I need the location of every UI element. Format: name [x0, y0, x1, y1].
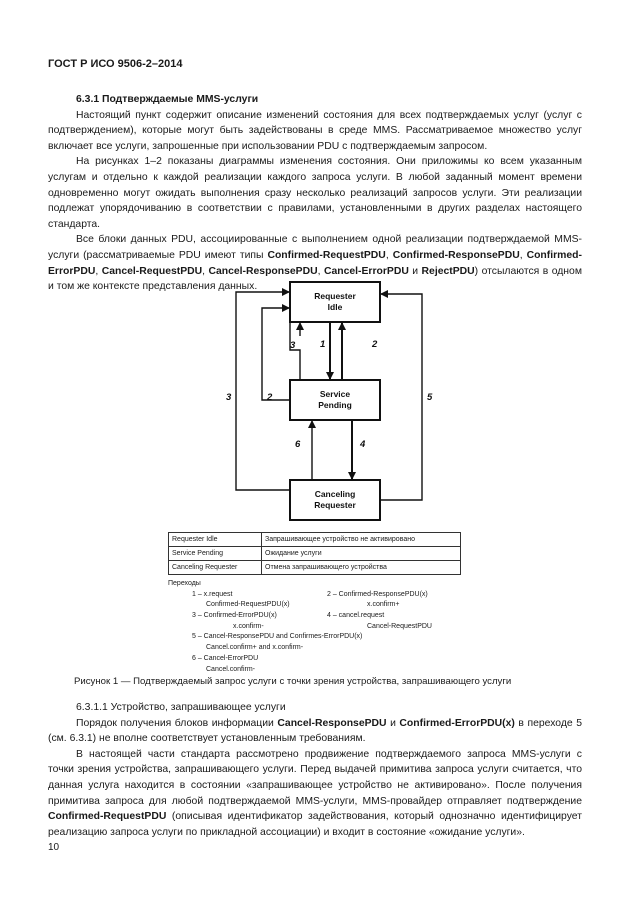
transition-6-event: 6 – Cancel-ErrorPDU [192, 654, 259, 662]
legend-value: Запрашивающее устройство не активировано [262, 533, 461, 547]
transition-6-action: Cancel.confirm- [206, 665, 256, 673]
state-label-idle-2: Idle [327, 302, 343, 312]
subsection-paragraph-2: В настоящей части стандарта рассмотрено продвижение подтверждаемого запроса MMS-услуги с точки зрения устройства, запрашивающего услуги. Перед выдачей примитива запроса услуги считается, что данная услуга находится в состоянии «запрашивающее устройство не активировано». После получения примитива запроса для любой подтверждаемой MMS-услуги, MMS-провайдер отправляет подтверждение Confirmed-RequestPDU (описывая идентификатор задействования, который однозначно идентифицирует реализацию запроса услуги по прикладной ассоциации) и входит в состояние «ожидание услуги». [48, 748, 582, 838]
paragraph-3: Все блоки данных PDU, ассоциированные с выполнением одной реализации подтверждаемой MMS-услуги (рассматриваемые PDU имеют типы Confirmed-RequestPDU, Confirmed-ResponsePDU, Confirmed-ErrorPDU, Cancel-RequestPDU, Cancel-ResponsePDU, Cancel-ErrorPDU и RejectPDU) отсылаются в одном и том же контексте представления данных. [48, 234, 582, 293]
arrow-label-4: 4 [360, 439, 366, 450]
arrow-5 [380, 294, 422, 500]
transition-3-event: 3 – Confirmed-ErrorPDU(x) [192, 612, 277, 620]
subsection-heading: 6.3.1.1 Устройство, запрашивающее услуги [76, 702, 286, 713]
subsection-paragraph-1: Порядок получения блоков информации Cancel-ResponsePDU и Confirmed-ErrorPDU(x) в переходе 5 (см. 6.3.1) не вполне соответствует установленным требованиям. [48, 717, 582, 745]
legend-key: Requester Idle [169, 533, 262, 547]
state-label-pending-1: Service [319, 389, 351, 399]
state-diagram [200, 276, 440, 526]
table-row [169, 547, 461, 561]
transitions-title: Переходы [168, 580, 201, 587]
transition-4-event: 4 – cancel.request [327, 612, 385, 620]
legend-key: Canceling Requester [169, 561, 262, 575]
paragraph-2: На рисунках 1–2 показаны диаграммы изменения состояния. Они приложимы ко всем указанным услугам и отдельно к каждой реализации каждого запроса услуги. В любой заданный момент времени одновременно могут ожидать выполнения сразу несколько реализаций запросов услуги. Эти реализации подлежат упорядочиванию в соответствии с правилами, установленными в других разделах настоящего стандарта. [48, 156, 582, 230]
table-row [169, 561, 461, 575]
arrow-label-3: 3 [290, 340, 296, 351]
page-number: 10 [48, 842, 60, 853]
legend-value: Ожидание услуги [262, 547, 461, 561]
transition-5-event: 5 – Cancel-ResponsePDU and Confirmes-ErrorPDU(x) [192, 633, 363, 641]
legend-value: Отмена запрашивающего устройства [262, 561, 461, 575]
section-heading: 6.3.1 Подтверждаемые MMS-услуги [76, 94, 259, 105]
arrow-label-1: 1 [320, 339, 326, 350]
arrow-3-inner-line [290, 323, 300, 380]
state-label-canceling-1: Canceling [314, 489, 356, 499]
transition-1-event: 1 – x.request [192, 590, 233, 598]
transition-4-action: Cancel-RequestPDU [367, 622, 432, 630]
arrow-3-outer [236, 292, 290, 490]
arrow-label-2-outer: 2 [267, 392, 273, 403]
table-row [169, 533, 461, 547]
state-label-canceling-2: Requester [314, 500, 356, 510]
transition-2-event: 2 – Confirmed-ResponsePDU(x) [327, 590, 428, 598]
figure-caption: Рисунок 1 — Подтверждаемый запрос услуги с точки зрения устройства, запрашивающего услуги [74, 676, 512, 687]
document-header: ГОСТ Р ИСО 9506-2–2014 [48, 58, 183, 70]
section-6-3-1 [48, 92, 582, 295]
transition-1-action: Confirmed-RequestPDU(x) [206, 601, 290, 609]
legend-key: Service Pending [169, 547, 262, 561]
state-legend-table [168, 532, 461, 575]
state-label-idle-1: Requester [314, 291, 356, 301]
arrow-label-6: 6 [295, 439, 301, 450]
arrow-label-2: 2 [372, 339, 378, 350]
arrow-label-3-outer: 3 [226, 392, 232, 403]
transition-2-action: x.confirm+ [367, 601, 400, 609]
transition-3-action: x.confirm- [233, 622, 264, 630]
arrow-2-outer [262, 308, 290, 400]
state-label-pending-2: Pending [318, 400, 352, 410]
paragraph-1: Настоящий пункт содержит описание изменений состояния для всех подтверждаемых услуг (услуг с подтверждением), которые могут быть задействованы в среде MMS. Рассматриваемое множество услуг включает все услуги, запрошенные при использовании PDU с подтверждаемым запросом. [48, 109, 582, 152]
arrow-label-5: 5 [427, 392, 433, 403]
section-6-3-1-1 [48, 700, 582, 840]
transition-5-action: Cancel.confirm+ and x.confirm- [206, 644, 304, 652]
